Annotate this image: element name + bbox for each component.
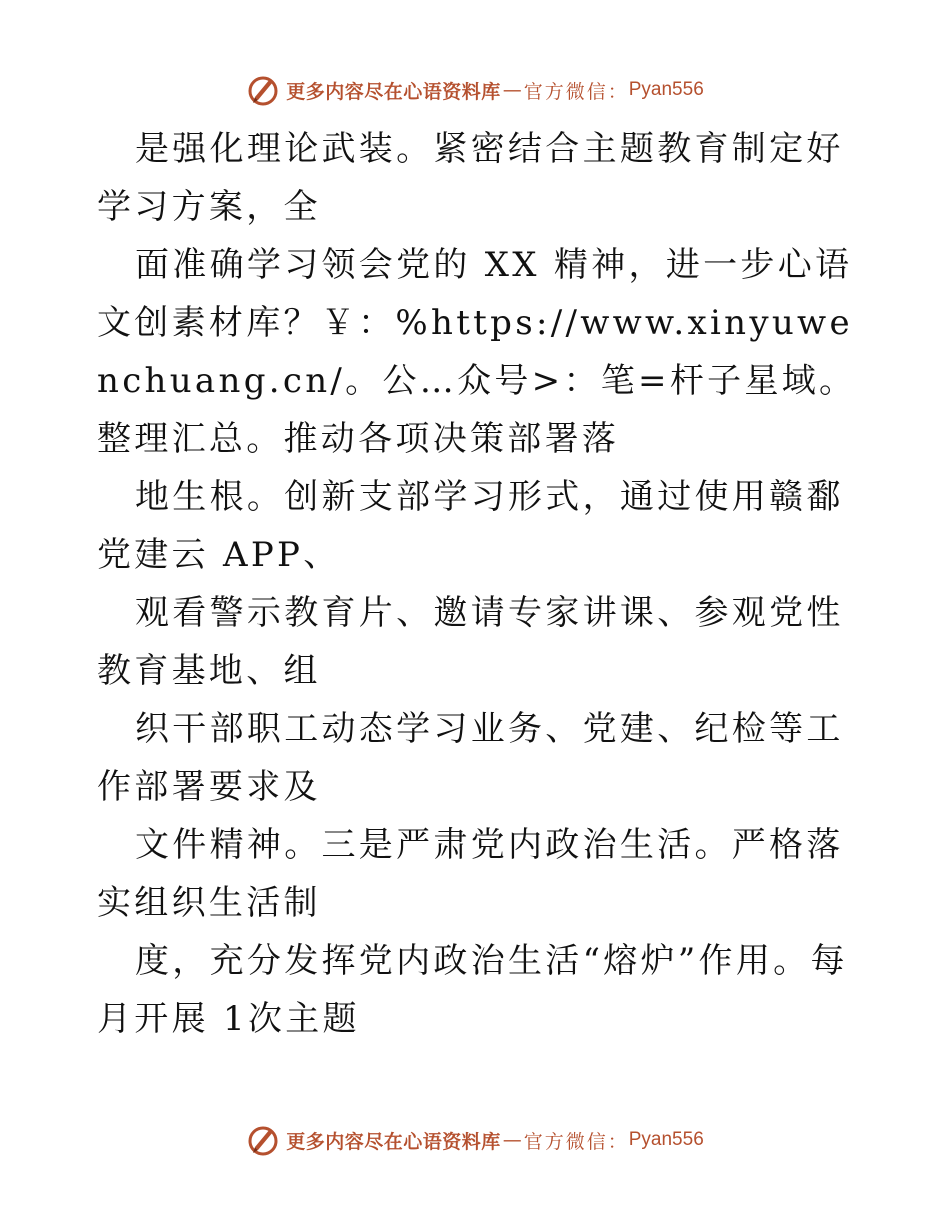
banner-wechat-id: Pyan556 (628, 79, 704, 100)
document-body (97, 120, 857, 1048)
paragraph-4: 观看警示教育片、邀请专家讲课、参观党性教育基地、组 (97, 593, 844, 691)
footer-banner (0, 1120, 950, 1160)
quill-pen-logo-icon (246, 73, 280, 107)
paragraph-3: 地生根。创新支部学习形式，通过使用赣鄱党建云 APP、 (97, 477, 844, 575)
banner-wechat-label: 官方微信： (523, 1130, 629, 1153)
banner-brand-text: 更多内容尽在心语资料库 (286, 1130, 501, 1153)
paragraph-1: 是强化理论武装。紧密结合主题教育制定好学习方案，全 (97, 129, 844, 227)
header-banner (0, 70, 950, 110)
paragraph-5: 织干部职工动态学习业务、党建、纪检等工作部署要求及 (97, 709, 844, 807)
paragraph-7: 度，充分发挥党内政治生活“熔炉”作用。每月开展 1次主题 (97, 941, 848, 1039)
paragraph-2: 面准确学习领会党的 XX 精神，进一步心语文创素材库？￥：%https://www.xinyuwenchuang.cn/。公…众号>：笔=杆子星域。整理汇总。推动各项决策部署落 (97, 245, 857, 459)
banner-dash: — (502, 79, 522, 101)
banner-wechat-id: Pyan556 (628, 1129, 704, 1150)
paragraph-6: 文件精神。三是严肃党内政治生活。严格落实组织生活制 (97, 825, 844, 923)
banner-brand-text: 更多内容尽在心语资料库 (286, 80, 501, 103)
quill-pen-logo-icon (246, 1123, 280, 1157)
banner-dash: — (502, 1129, 522, 1151)
banner-wechat-label: 官方微信： (523, 80, 629, 103)
